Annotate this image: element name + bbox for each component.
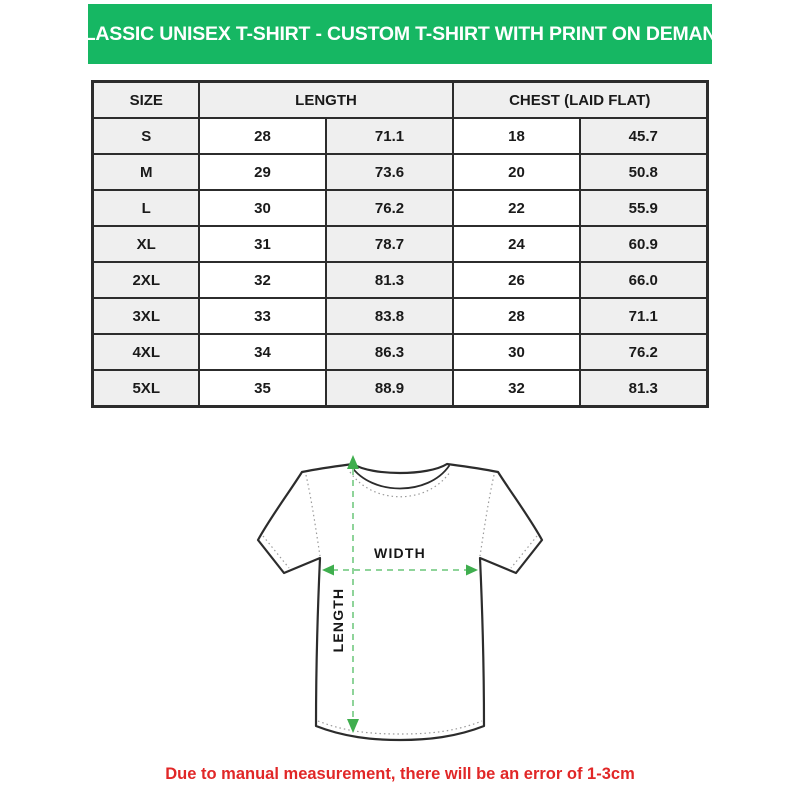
cell-length-in: 28 bbox=[199, 118, 326, 154]
cell-chest-cm: 50.8 bbox=[580, 154, 707, 190]
cell-length-in: 29 bbox=[199, 154, 326, 190]
cell-length-cm: 76.2 bbox=[326, 190, 453, 226]
cell-length-in: 30 bbox=[199, 190, 326, 226]
page-title: CLASSIC UNISEX T-SHIRT - CUSTOM T-SHIRT WITH PRINT ON DEMAND bbox=[69, 22, 731, 45]
cell-size: M bbox=[93, 154, 199, 190]
cell-chest-cm: 66.0 bbox=[580, 262, 707, 298]
cell-chest-cm: 71.1 bbox=[580, 298, 707, 334]
cell-length-cm: 83.8 bbox=[326, 298, 453, 334]
chest-column-header: CHEST (LAID FLAT) bbox=[453, 82, 707, 119]
cell-chest-in: 26 bbox=[453, 262, 580, 298]
table-row bbox=[93, 226, 707, 262]
cell-chest-cm: 45.7 bbox=[580, 118, 707, 154]
cell-size: 4XL bbox=[93, 334, 199, 370]
cell-chest-in: 28 bbox=[453, 298, 580, 334]
cell-size: S bbox=[93, 118, 199, 154]
cell-chest-in: 24 bbox=[453, 226, 580, 262]
size-column-header: SIZE bbox=[93, 82, 199, 119]
cell-length-in: 34 bbox=[199, 334, 326, 370]
tshirt-measurement-diagram bbox=[250, 442, 550, 759]
page bbox=[0, 4, 800, 800]
size-chart-table bbox=[91, 80, 708, 408]
cell-chest-in: 18 bbox=[453, 118, 580, 154]
cell-length-cm: 86.3 bbox=[326, 334, 453, 370]
table-row bbox=[93, 334, 707, 370]
width-label: WIDTH bbox=[374, 545, 426, 561]
length-label: LENGTH bbox=[330, 587, 346, 653]
table-row bbox=[93, 118, 707, 154]
cell-chest-in: 20 bbox=[453, 154, 580, 190]
cell-chest-in: 22 bbox=[453, 190, 580, 226]
cell-chest-cm: 81.3 bbox=[580, 370, 707, 407]
cell-chest-cm: 76.2 bbox=[580, 334, 707, 370]
cell-length-in: 35 bbox=[199, 370, 326, 407]
table-row bbox=[93, 154, 707, 190]
table-row bbox=[93, 298, 707, 334]
cell-size: 3XL bbox=[93, 298, 199, 334]
table-row bbox=[93, 262, 707, 298]
cell-size: XL bbox=[93, 226, 199, 262]
header-row bbox=[93, 82, 707, 119]
cell-size: 2XL bbox=[93, 262, 199, 298]
arrow-up-icon bbox=[347, 455, 359, 469]
cell-length-in: 31 bbox=[199, 226, 326, 262]
cell-length-cm: 81.3 bbox=[326, 262, 453, 298]
cell-chest-cm: 60.9 bbox=[580, 226, 707, 262]
cell-length-in: 32 bbox=[199, 262, 326, 298]
cell-size: L bbox=[93, 190, 199, 226]
title-banner bbox=[69, 4, 731, 64]
cell-length-cm: 73.6 bbox=[326, 154, 453, 190]
cell-length-in: 33 bbox=[199, 298, 326, 334]
measurement-disclaimer: Due to manual measurement, there will be an error of 1-3cm bbox=[165, 765, 635, 783]
table-row bbox=[93, 370, 707, 407]
cell-length-cm: 88.9 bbox=[326, 370, 453, 407]
cell-length-cm: 71.1 bbox=[326, 118, 453, 154]
cell-chest-in: 32 bbox=[453, 370, 580, 407]
cell-length-cm: 78.7 bbox=[326, 226, 453, 262]
tshirt-outline-icon bbox=[258, 464, 542, 740]
table-row bbox=[93, 190, 707, 226]
tshirt-drawing bbox=[250, 442, 550, 754]
cell-chest-cm: 55.9 bbox=[580, 190, 707, 226]
cell-chest-in: 30 bbox=[453, 334, 580, 370]
cell-size: 5XL bbox=[93, 370, 199, 407]
length-column-header: LENGTH bbox=[199, 82, 453, 119]
